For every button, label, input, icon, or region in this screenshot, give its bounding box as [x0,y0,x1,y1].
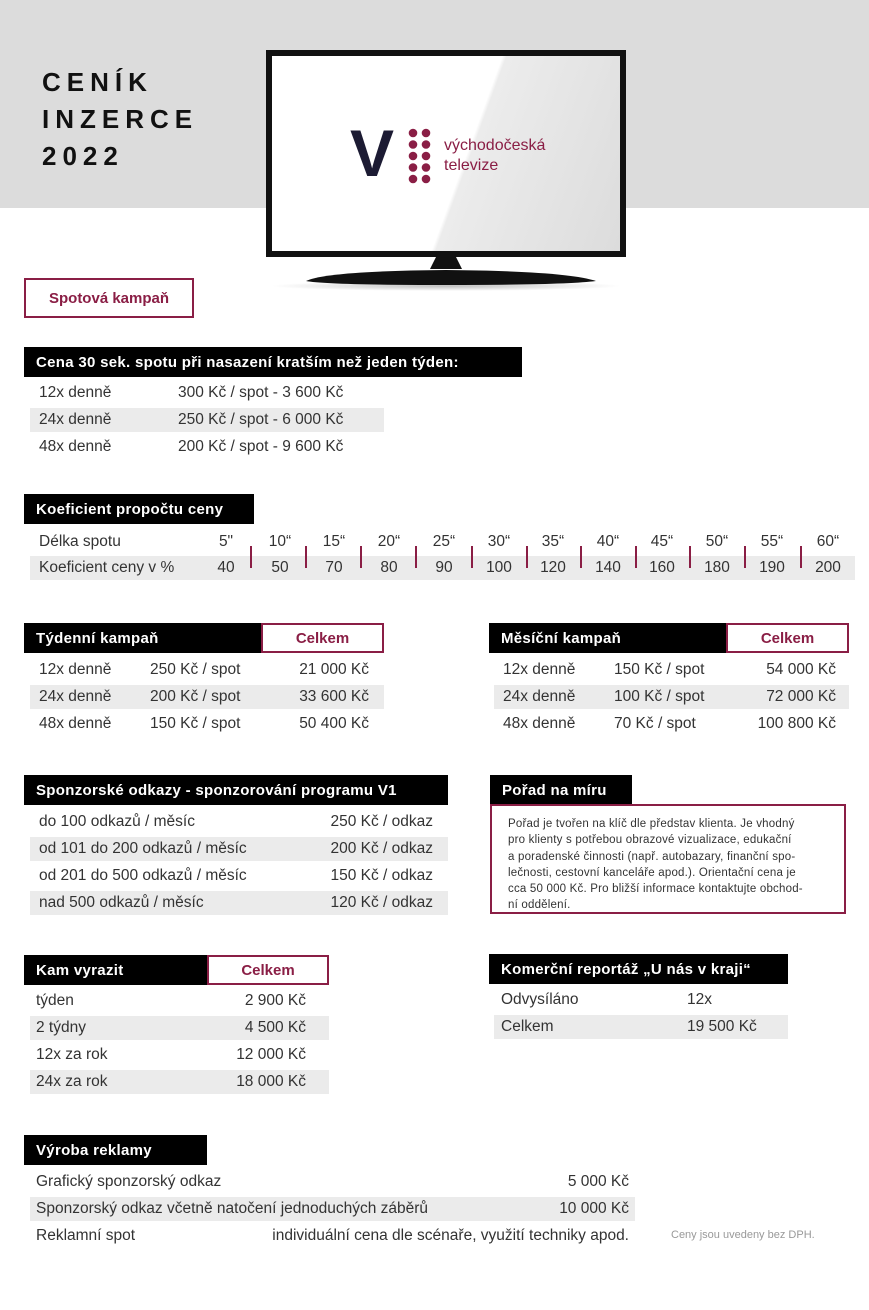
porad-description [490,804,846,914]
row-total: 2 900 Kč [244,992,306,1009]
coefficient-value-cell: 160 [649,559,675,576]
row-label: od 201 do 500 odkazů / měsíc [39,867,247,884]
coefficient-value-cell: 50 [271,559,289,576]
row-label: Reklamní spot [36,1227,136,1244]
coefficient-separator [526,546,528,568]
row-label: 12x za rok [36,1046,108,1063]
row-value: 12x [687,991,712,1008]
row-price: 200 Kč / odkaz [330,840,433,857]
table-row [30,810,448,834]
coefficient-separator [800,546,802,568]
coefficient-value-cell: 190 [759,559,785,576]
weekly-total-tag: Celkem [261,623,384,653]
tv-stand-icon [266,257,626,291]
row-total: 50 400 Kč [299,715,369,732]
vat-note: Ceny jsou uvedeny bez DPH. [671,1229,815,1241]
row-label: nad 500 odkazů / měsíc [39,894,204,911]
coefficient-length-row [30,530,855,554]
title-line-1: CENÍK [42,67,153,97]
coefficient-value-cell: 180 [704,559,730,576]
coefficient-value-cell: 70 [325,559,343,576]
row-frequency: 24x denně [39,688,112,705]
row-total: 33 600 Kč [299,688,369,705]
row-price: 250 Kč / odkaz [330,813,433,830]
coefficient-separator [471,546,473,568]
coefficient-length-cell: 40“ [596,533,620,550]
row-total: 72 000 Kč [766,688,836,705]
vyroba-header: Výroba reklamy [24,1135,207,1165]
table-row [494,988,788,1012]
porad-line: Pořad je tvořen na klíč dle představ klienta. Je vhodný [508,818,795,830]
row-price: 250 Kč / spot - 6 000 Kč [178,411,344,428]
table-row [30,408,384,432]
row-total: 21 000 Kč [299,661,369,678]
row-total: 100 800 Kč [757,715,836,732]
row-value: 10 000 Kč [559,1200,629,1217]
row-value: 5 000 Kč [567,1173,629,1190]
logo-mark: V [350,116,395,190]
title-line-3: 2022 [42,141,124,171]
title-line-2: INZERCE [42,104,199,134]
coefficient-length-cell: 25“ [432,533,456,550]
coefficient-length-cell: 30“ [487,533,511,550]
coefficient-value-label: Koeficient ceny v % [39,559,175,576]
table-row [30,1170,635,1194]
table-row [30,891,448,915]
coefficient-header: Koeficient propočtu ceny [24,494,254,524]
reportaz-header: Komerční reportáž „U nás v kraji“ [489,954,788,984]
table-row [30,435,384,459]
row-frequency: 48x denně [39,438,112,455]
row-price: 100 Kč / spot [614,688,705,705]
coefficient-length-cell: 15“ [322,533,346,550]
row-value: 19 500 Kč [687,1018,757,1035]
row-price: 120 Kč / odkaz [330,894,433,911]
logo-text-line-2: televize [444,157,499,174]
coefficient-length-cell: 35“ [541,533,565,550]
spot-campaign-tag: Spotová kampaň [24,278,194,318]
row-price: 150 Kč / odkaz [330,867,433,884]
table-row [30,864,448,888]
porad-line: ní oddělení. [508,899,571,912]
row-price: 300 Kč / spot - 3 600 Kč [178,384,344,401]
row-label: Odvysíláno [501,991,579,1008]
table-row [494,712,849,736]
row-frequency: 12x denně [39,384,112,401]
row-total: 18 000 Kč [236,1073,306,1090]
short-campaign-header: Cena 30 sek. spotu při nasazení kratším než jeden týden: [24,347,522,377]
kam-vyrazit-header: Kam vyrazit [24,955,208,985]
coefficient-separator [580,546,582,568]
coefficient-length-cell: 5" [218,533,234,550]
row-price: 70 Kč / spot [614,715,696,732]
row-frequency: 24x denně [503,688,576,705]
row-label: Grafický sponzorský odkaz [36,1173,222,1190]
row-label: do 100 odkazů / měsíc [39,813,195,830]
row-label: týden [36,992,74,1009]
logo-text [444,136,545,176]
porad-line: cca 50 000 Kč. Pro bližší informace kontaktujte obchod- [508,883,803,896]
row-label: 2 týdny [36,1019,86,1036]
porad-line: a poradenské činnosti (např. autobazary, finanční spo- [508,850,796,863]
row-frequency: 24x denně [39,411,112,428]
coefficient-length-cell: 20“ [377,533,401,550]
coefficient-separator [689,546,691,568]
table-row [494,1015,788,1039]
row-price: 200 Kč / spot [150,688,241,705]
table-row [30,837,448,861]
logo-dots-icon [407,128,433,184]
row-price: 250 Kč / spot [150,661,241,678]
porad-header: Pořad na míru [490,775,632,805]
row-price: 150 Kč / spot [614,661,705,678]
porad-line: lečnosti, cestovní kanceláře apod.). Orientační cena je [508,866,796,879]
page-title [42,64,198,175]
monthly-total-tag: Celkem [726,623,849,653]
row-total: 12 000 Kč [236,1046,306,1063]
coefficient-separator [305,546,307,568]
coefficient-value-cell: 120 [540,559,566,576]
coefficient-separator [744,546,746,568]
row-frequency: 12x denně [39,661,112,678]
coefficient-length-cell: 55“ [760,533,784,550]
table-row [494,685,849,709]
monthly-campaign-header: Měsíční kampaň [489,623,727,653]
row-total: 4 500 Kč [244,1019,306,1036]
table-row [30,658,384,682]
coefficient-value-cell: 90 [435,559,453,576]
table-row [30,1224,635,1248]
row-frequency: 48x denně [503,715,576,732]
table-row [30,1070,329,1094]
coefficient-value-cell: 140 [595,559,621,576]
coefficient-length-cell: 45“ [650,533,674,550]
table-row [30,712,384,736]
coefficient-length-cell: 50“ [705,533,729,550]
table-row [30,381,384,405]
coefficient-separator [635,546,637,568]
table-row [30,685,384,709]
coefficient-separator [250,546,252,568]
table-row [30,1016,329,1040]
coefficient-value-cell: 200 [815,559,841,576]
weekly-campaign-header: Týdenní kampaň [24,623,262,653]
coefficient-value-cell: 80 [380,559,398,576]
row-label: 24x za rok [36,1073,108,1090]
row-label: Celkem [501,1018,554,1035]
row-price: 200 Kč / spot - 9 600 Kč [178,438,344,455]
table-row [30,1043,329,1067]
row-price: 150 Kč / spot [150,715,241,732]
logo-text-line-1: východočeská [444,137,546,154]
coefficient-length-cell: 60“ [816,533,840,550]
coefficient-separator [415,546,417,568]
table-row [494,658,849,682]
row-total: 54 000 Kč [766,661,836,678]
row-frequency: 48x denně [39,715,112,732]
coefficient-length-label: Délka spotu [39,533,121,550]
sponsor-header: Sponzorské odkazy - sponzorování programu V1 [24,775,448,805]
porad-line: pro klienty s potřebou obrazové vizualizace, edukační [508,834,792,847]
row-label: Sponzorský odkaz včetně natočení jednoduchých záběrů [36,1200,429,1217]
coefficient-separator [360,546,362,568]
coefficient-value-row [30,556,855,580]
row-frequency: 12x denně [503,661,576,678]
row-label: od 101 do 200 odkazů / měsíc [39,840,247,857]
coefficient-value-cell: 40 [217,559,235,576]
coefficient-value-cell: 100 [486,559,512,576]
table-row [30,989,329,1013]
table-row [30,1197,635,1221]
kam-vyrazit-total-tag: Celkem [207,955,329,985]
row-value: individuální cena dle scénaře, využití techniky apod. [272,1227,629,1244]
coefficient-length-cell: 10“ [268,533,292,550]
